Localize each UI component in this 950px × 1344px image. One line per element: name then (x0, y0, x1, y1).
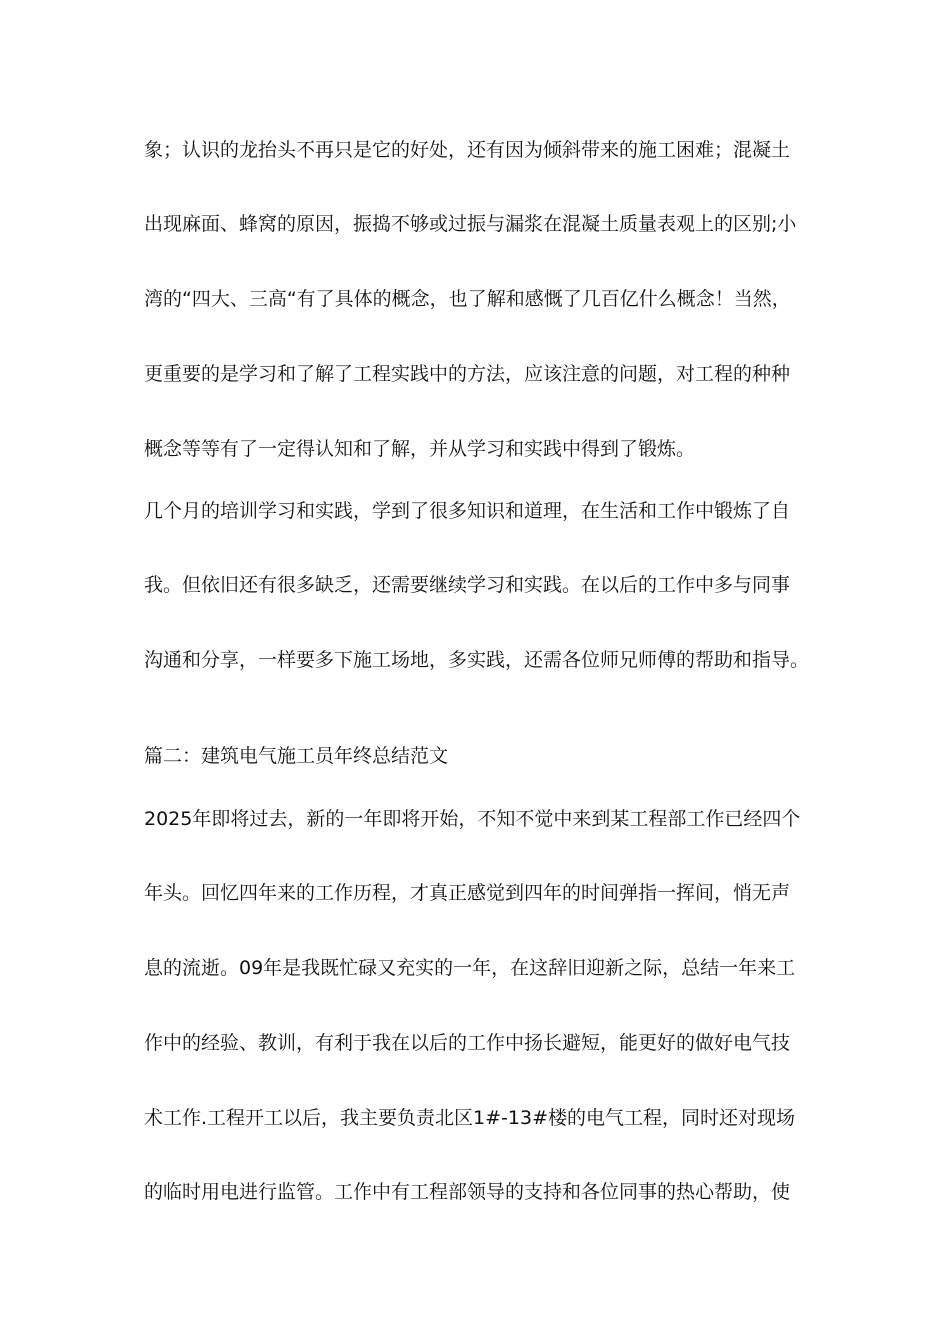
text-line: 我。但依旧还有很多缺乏，还需要继续学习和实践。在以后的工作中多与同事 (144, 574, 791, 596)
text-line: 出现麻面、蜂窝的原因，振捣不够或过振与漏浆在混凝土质量表观上的区别;小 (144, 213, 797, 235)
text-line: 几个月的培训学习和实践，学到了很多知识和道理，在生活和工作中锻炼了自 (144, 500, 791, 522)
text-line: 概念等等有了一定得认知和了解，并从学习和实践中得到了锻炼。 (144, 438, 696, 460)
text-line: 湾的“四大、三高“有了具体的概念，也了解和感慨了几百亿什么概念！当然， (144, 288, 791, 310)
text-line: 象；认识的龙抬头不再只是它的好处，还有因为倾斜带来的施工困难；混凝土 (144, 139, 791, 161)
text-line: 年头。回忆四年来的工作历程，才真正感觉到四年的时间弹指一挥间，悄无声 (144, 882, 791, 904)
text-line: 术工作.工程开工以后，我主要负责北区1#-13#楼的电气工程，同时还对现场 (144, 1107, 796, 1129)
text-line: 更重要的是学习和了解了工程实践中的方法，应该注意的问题，对工程的种种 (144, 363, 791, 385)
text-line: 2025年即将过去，新的一年即将开始，不知不觉中来到某工程部工作已经四个 (144, 808, 801, 830)
section-heading: 篇二：建筑电气施工员年终总结范文 (144, 745, 449, 767)
text-line: 息的流逝。09年是我既忙碌又充实的一年，在这辞旧迎新之际，总结一年来工 (144, 957, 796, 979)
text-line: 的临时用电进行监管。工作中有工程部领导的支持和各位同事的热心帮助，使 (144, 1181, 791, 1203)
text-line: 沟通和分享，一样要多下施工场地，多实践，还需各位师兄师傅的帮助和指导。 (144, 649, 810, 671)
text-line: 作中的经验、教训，有利于我在以后的工作中扬长避短，能更好的做好电气技 (144, 1032, 791, 1054)
